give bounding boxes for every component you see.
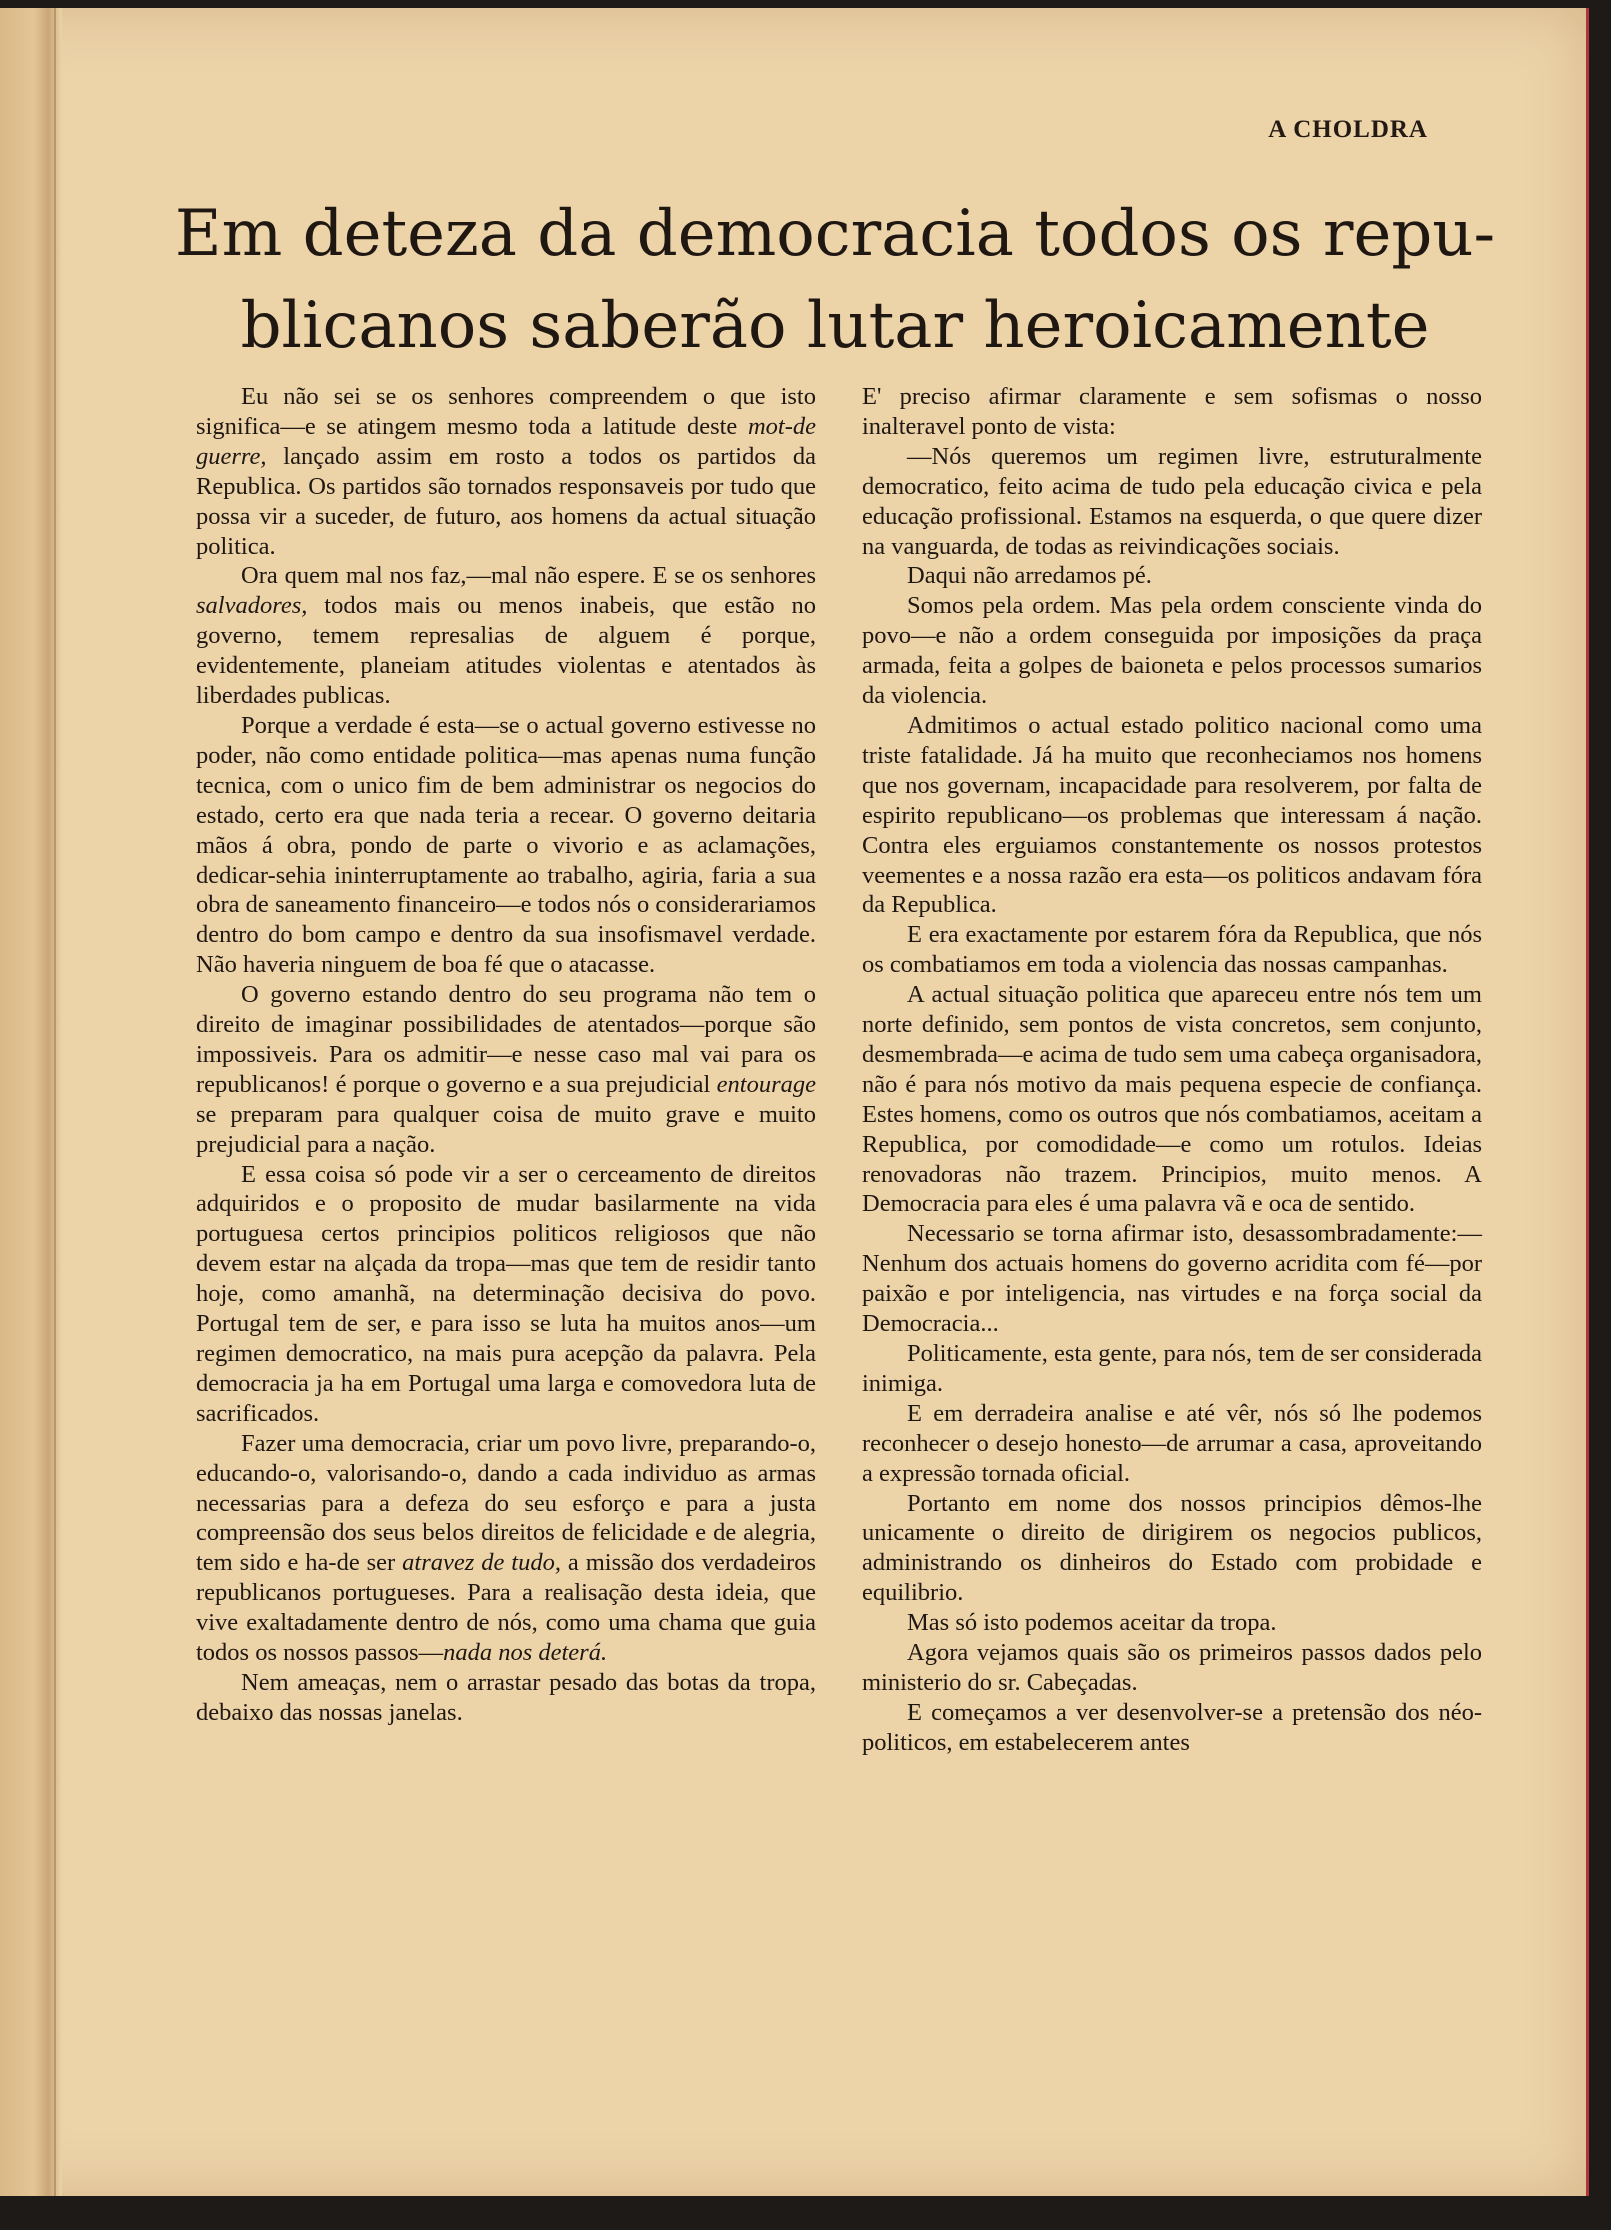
text-span: E começamos a ver desenvolver-se a pretensão dos néo-politicos, em estabelecerem antes — [862, 1698, 1482, 1756]
text-span: a missão dos verdadeiros republicanos portugueses. Para a realisação desta ideia, que vive exaltadamente dentro de nós, como uma chama que guia todos os nossos passos— — [196, 1549, 817, 1667]
italic-text: salvadores, — [196, 592, 308, 620]
paragraph — [862, 711, 1482, 920]
text-span: Politicamente, esta gente, para nós, tem de ser considerada inimiga. — [862, 1340, 1482, 1397]
text-span: Daqui não arredamos pé. — [907, 562, 1152, 590]
italic-text: nada nos deterá. — [443, 1639, 608, 1667]
headline-line-1: Em deteza da democracia todos os repu- — [174, 197, 1496, 271]
paragraph — [862, 382, 1482, 442]
text-span: Fazer uma democracia, criar um povo livre, preparando-o, educando-o, valorisando-o, dando a cada individuo as armas necessarias para a defeza do seu esforço e para a justa compreensão dos seus belos direitos de felicidade e de alegria, tem sido e ha-de ser — [196, 1429, 816, 1577]
paragraph — [196, 1429, 816, 1668]
text-span: Mas só isto podemos aceitar da tropa. — [907, 1609, 1277, 1637]
paragraph — [862, 1608, 1482, 1638]
text-span: —Nós queremos um regimen livre, estruturalmente democratico, feito acima de tudo pela educação civica e pela educação profissional. Estamos na esquerda, o que quere dizer na vanguarda, de todas as reivindicações sociais. — [862, 442, 1482, 560]
italic-text: mot-de guerre, — [196, 412, 816, 470]
text-span: Necessario se torna afirmar isto, desassombradamente:—Nenhum dos actuais homens do governo acridita com fé—por paixão e por inteligencia, nas virtudes e na força social da Democracia... — [862, 1220, 1482, 1338]
text-span: E era exactamente por estarem fóra da Republica, que nós os combatiamos em toda a violencia das nossas campanhas. — [862, 921, 1482, 979]
paragraph — [862, 920, 1482, 980]
paragraph — [196, 711, 816, 980]
text-span: E em derradeira analise e até vêr, nós só lhe podemos reconhecer o desejo honesto—de arrumar a casa, aproveitando a expressão tornada oficial. — [862, 1399, 1482, 1487]
page-fold-shadow — [0, 8, 62, 2196]
newspaper-page — [0, 8, 1589, 2196]
text-span: O governo estando dentro do seu programa não tem o direito de imaginar possibilidades de atentados—porque são impossiveis. Para os admitir—e nesse caso mal vai para os republicanos! é porque o governo e a sua prejudicial — [196, 981, 816, 1098]
text-span: Eu não sei se os senhores compreendem o que isto significa—e se atingem mesmo toda a latitude deste — [196, 383, 816, 440]
page-fold-line — [54, 8, 56, 2196]
text-span: Portanto em nome dos nossos principios dêmos-lhe unicamente o direito de dirigirem os negocios publicos, administrando os dinheiros do Estado com probidade e equilibrio. — [862, 1489, 1482, 1607]
headline-line-2: blicanos saberão lutar heroicamente — [240, 289, 1430, 363]
paragraph — [862, 1489, 1482, 1609]
paragraph — [862, 1638, 1482, 1698]
paragraph — [862, 1339, 1482, 1399]
paragraph — [862, 980, 1482, 1219]
paragraph — [862, 1399, 1482, 1489]
text-span: A actual situação politica que apareceu entre nós tem um norte definido, sem pontos de vista concretos, sem conjunto, desmembrada—e acima de tudo sem uma cabeça organisadora, não é para nós motivo da mais pequena especie de confiança. Estes homens, como os outros que nós combatiamos, aceitam a Republica, por comodidade—e como um rotulos. Ideias renovadoras não trazem. Principios, muito menos. A Democracia para eles é uma palavra vã e oca de sentido. — [862, 981, 1482, 1218]
paragraph — [862, 442, 1482, 562]
paragraph — [862, 591, 1482, 711]
text-span: se preparam para qualquer coisa de muito grave e muito prejudicial para a nação. — [196, 1100, 816, 1158]
text-span: Admitimos o actual estado politico nacional como uma triste fatalidade. Já ha muito que reconheciamos nos homens que nos governam, incapacidade para resolverem, por falta de espirito republicano—os problemas que interessam á nação. Contra eles erguiamos constantemente os nossos protestos veementes e a nossa razão era esta—os politicos andavam fóra da Republica. — [862, 711, 1482, 919]
paragraph — [196, 382, 816, 561]
text-span: Somos pela ordem. Mas pela ordem consciente vinda do povo—e não a ordem conseguida por imposições da praça armada, feita a golpes de baioneta e pelos processos sumarios da violencia. — [862, 592, 1482, 710]
italic-text: entourage — [716, 1070, 816, 1098]
paragraph — [862, 1698, 1482, 1758]
text-span: todos mais ou menos inabeis, que estão no governo, temem represalias de alguem é porque, evidentemente, planeiam atitudes violentas e atentados às liberdades publicas. — [196, 592, 816, 710]
text-span: lançado assim em rosto a todos os partidos da Republica. Os partidos são tornados responsaveis por tudo que possa vir a suceder, de futuro, aos homens da actual situação politica. — [196, 442, 816, 560]
text-span: Porque a verdade é esta—se o actual governo estivesse no poder, não como entidade politica—mas apenas numa função tecnica, com o unico fim de bem administrar os negocios do estado, certo era que nada teria a recear. O governo deitaria mãos á obra, pondo de parte o vivorio e as aclamações, dedicar-sehia ininterruptamente ao trabalho, agiria, faria a sua obra de saneamento financeiro—e todos nós o considerariamos dentro do bom campo e dentro da sua insofismavel verdade. Não haveria ninguem de boa fé que o atacasse. — [196, 711, 816, 979]
right-column — [862, 382, 1482, 1758]
text-span: E essa coisa só pode vir a ser o cerceamento de direitos adquiridos e o proposito de mudar basilarmente na vida portuguesa certos principios politicos religiosos que não devem estar na alçada da tropa—mas que tem de residir tanto hoje, como amanhã, na determinação decisiva do povo. Portugal tem de ser, e para isso se luta ha muitos anos—um regimen democratico, na mais pura acepção da palavra. Pela democracia ja ha em Portugal uma larga e comovedora luta de sacrificados. — [196, 1160, 816, 1427]
text-span: Ora quem mal nos faz,—mal não espere. E se os senhores — [241, 562, 816, 590]
left-column — [196, 382, 816, 1728]
text-span: E' preciso afirmar claramente e sem sofismas o nosso inalteravel ponto de vista: — [862, 383, 1482, 440]
paragraph — [862, 561, 1482, 591]
text-span: Nem ameaças, nem o arrastar pesado das botas da tropa, debaixo das nossas janelas. — [196, 1668, 816, 1726]
article-headline — [170, 188, 1500, 372]
paragraph — [196, 561, 816, 711]
paragraph — [862, 1219, 1482, 1339]
paragraph — [196, 980, 816, 1159]
text-span: Agora vejamos quais são os primeiros passos dados pelo ministerio do sr. Cabeçadas. — [862, 1639, 1482, 1696]
italic-text: atravez de tudo, — [402, 1549, 561, 1577]
paragraph — [196, 1160, 816, 1429]
publication-header: A CHOLDRA — [1268, 116, 1428, 143]
paragraph — [196, 1668, 816, 1728]
